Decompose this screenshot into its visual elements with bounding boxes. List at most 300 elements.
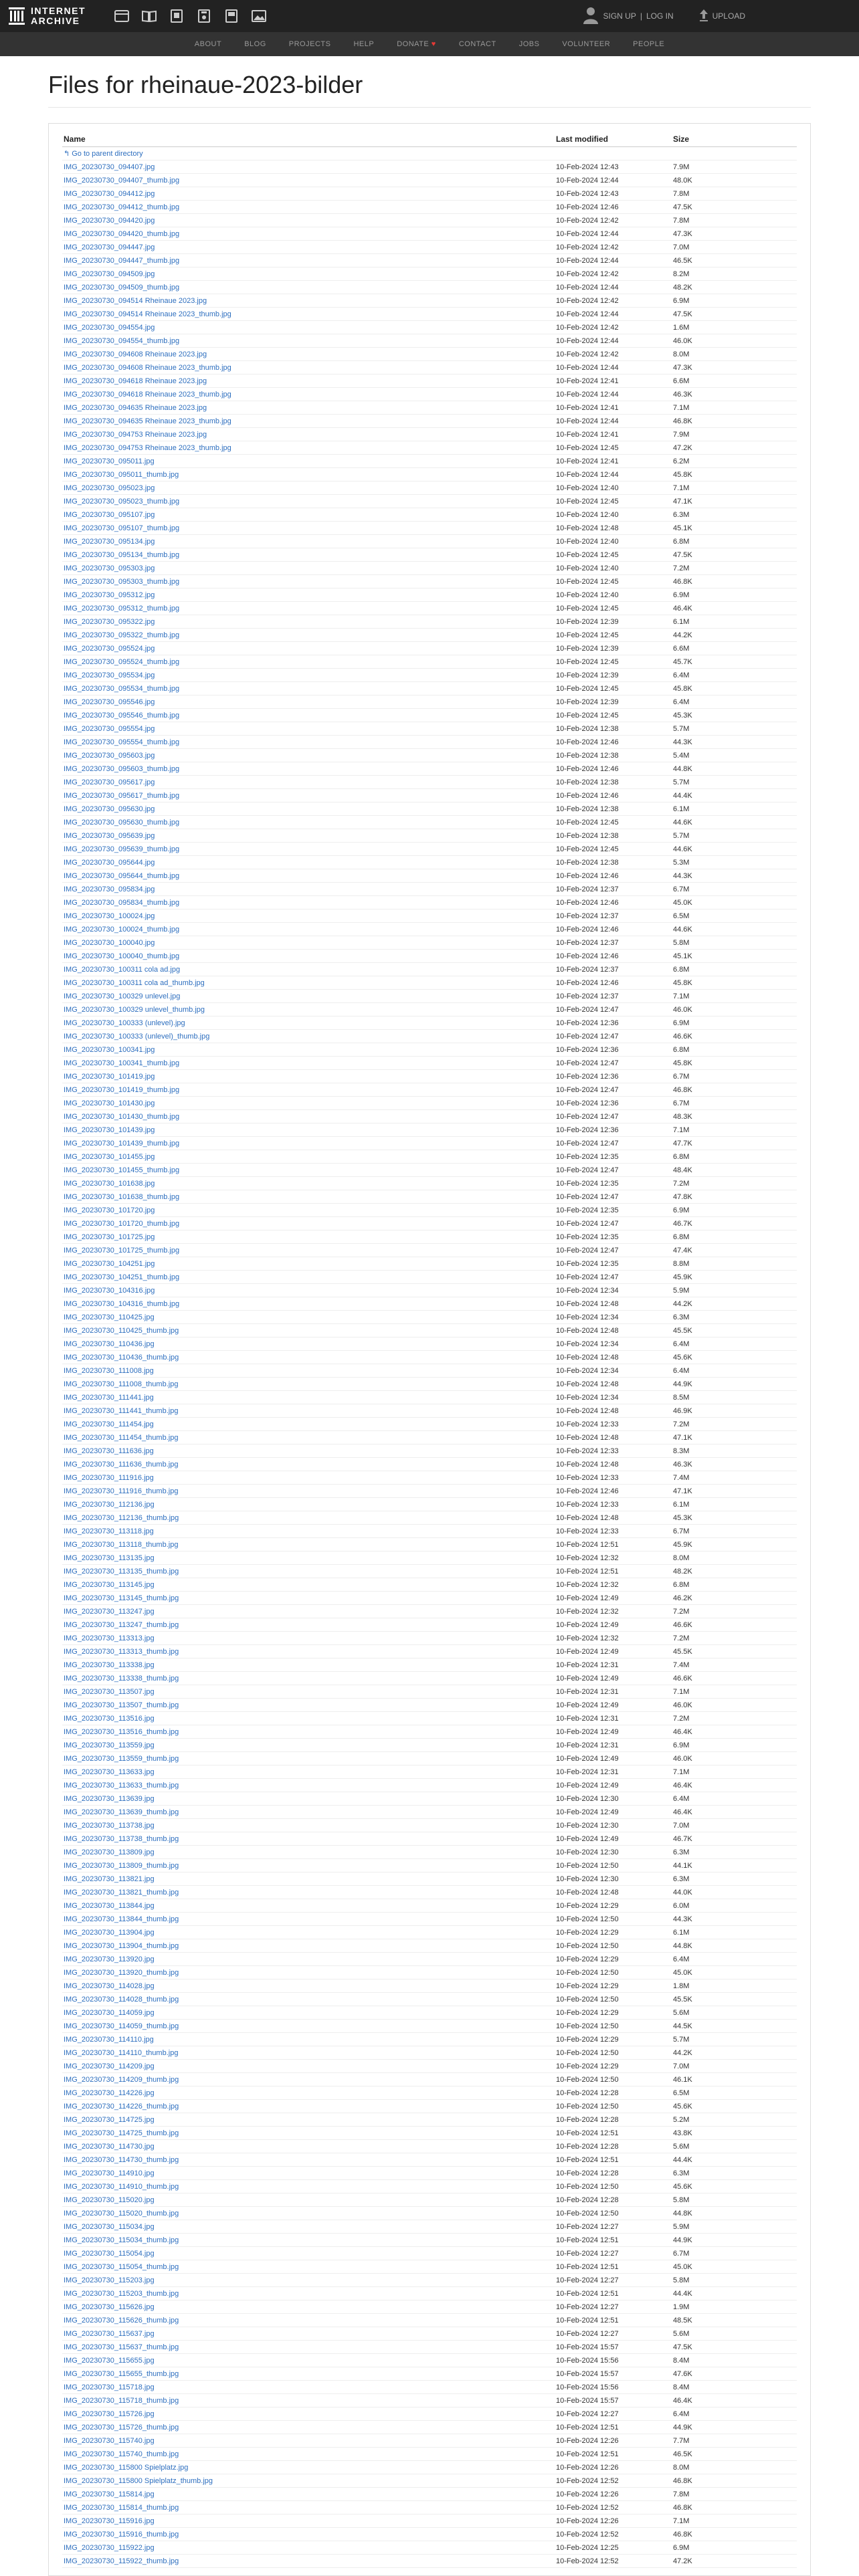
file-name-cell (62, 578, 556, 586)
file-name-cell (62, 2317, 556, 2325)
file-link[interactable]: IMG_20230730_095134_thumb.jpg (64, 550, 180, 559)
file-link[interactable]: IMG_20230730_111636.jpg (64, 1446, 154, 1455)
file-size-cell: 5.4M (673, 751, 690, 760)
file-link[interactable]: IMG_20230730_111636_thumb.jpg (64, 1460, 179, 1469)
table-row (62, 1418, 797, 1431)
file-link[interactable]: IMG_20230730_101725.jpg (64, 1232, 155, 1241)
file-link[interactable]: IMG_20230730_095312_thumb.jpg (64, 604, 180, 613)
file-link[interactable]: IMG_20230730_114725_thumb.jpg (64, 2129, 179, 2137)
file-link[interactable]: IMG_20230730_115626.jpg (64, 2302, 155, 2311)
last-modified-cell: 10-Feb-2024 12:42 (556, 216, 619, 225)
file-link[interactable]: IMG_20230730_115655_thumb.jpg (64, 2369, 179, 2378)
file-link[interactable]: IMG_20230730_101455_thumb.jpg (64, 1166, 180, 1174)
file-link[interactable]: IMG_20230730_095534_thumb.jpg (64, 684, 180, 693)
file-link[interactable]: IMG_20230730_114110.jpg (64, 2035, 154, 2044)
file-link[interactable]: IMG_20230730_095546_thumb.jpg (64, 711, 180, 720)
file-link[interactable]: IMG_20230730_095322_thumb.jpg (64, 631, 180, 639)
nav-blog[interactable]: BLOG (244, 40, 266, 48)
user-avatar-icon[interactable] (583, 6, 599, 27)
table-row (62, 642, 797, 655)
file-name-cell (62, 1300, 556, 1308)
last-modified-cell: 10-Feb-2024 12:43 (556, 163, 619, 171)
file-link[interactable]: IMG_20230730_115637.jpg (64, 2329, 155, 2338)
file-name-cell (62, 1367, 556, 1375)
header-name[interactable]: Name (64, 134, 86, 144)
table-row (62, 1525, 797, 1538)
file-link[interactable]: IMG_20230730_114730_thumb.jpg (64, 2155, 179, 2164)
file-link[interactable]: IMG_20230730_094420_thumb.jpg (64, 229, 180, 238)
file-link[interactable]: IMG_20230730_115637_thumb.jpg (64, 2343, 179, 2351)
file-link[interactable]: IMG_20230730_115020.jpg (64, 2195, 155, 2204)
file-link[interactable]: IMG_20230730_115718.jpg (64, 2383, 155, 2391)
file-link[interactable]: IMG_20230730_095524_thumb.jpg (64, 657, 180, 666)
file-link[interactable]: IMG_20230730_115740.jpg (64, 2436, 155, 2445)
file-link[interactable]: IMG_20230730_113247.jpg (64, 1607, 155, 1616)
nav-people[interactable]: PEOPLE (633, 40, 665, 48)
file-link[interactable]: IMG_20230730_112136_thumb.jpg (64, 1513, 179, 1522)
last-modified-cell: 10-Feb-2024 12:31 (556, 1714, 619, 1723)
table-row (62, 1792, 797, 1806)
table-row (62, 1257, 797, 1271)
file-link[interactable]: IMG_20230730_104316_thumb.jpg (64, 1299, 180, 1308)
table-row (62, 2367, 797, 2381)
file-size-cell: 6.8M (673, 1580, 690, 1589)
last-modified-cell: 10-Feb-2024 12:49 (556, 1620, 619, 1629)
top-navigation-bar (0, 0, 859, 32)
file-link[interactable]: IMG_20230730_115922.jpg (64, 2543, 155, 2552)
file-link[interactable]: IMG_20230730_100024.jpg (64, 911, 155, 920)
file-link[interactable]: IMG_20230730_113118_thumb.jpg (64, 1540, 179, 1549)
file-name-cell (62, 1380, 556, 1388)
file-name-cell (62, 1889, 556, 1897)
file-link[interactable]: IMG_20230730_113118.jpg (64, 1527, 154, 1535)
file-link[interactable]: IMG_20230730_094608 Rheinaue 2023.jpg (64, 350, 207, 358)
file-link[interactable]: IMG_20230730_110425_thumb.jpg (64, 1326, 179, 1335)
file-link[interactable]: IMG_20230730_113633_thumb.jpg (64, 1781, 179, 1790)
file-link[interactable]: IMG_20230730_094420.jpg (64, 216, 155, 225)
file-name-cell (62, 2276, 556, 2284)
nav-help[interactable]: HELP (353, 40, 375, 48)
file-link[interactable]: IMG_20230730_115814.jpg (64, 2490, 155, 2498)
file-link[interactable]: IMG_20230730_113821.jpg (64, 1874, 155, 1883)
file-link[interactable]: IMG_20230730_113313.jpg (64, 1634, 155, 1642)
file-name-cell (62, 899, 556, 907)
file-link[interactable]: IMG_20230730_094412_thumb.jpg (64, 203, 180, 211)
file-link[interactable]: IMG_20230730_095834_thumb.jpg (64, 898, 180, 907)
file-link[interactable]: IMG_20230730_095630.jpg (64, 804, 155, 813)
file-link[interactable]: IMG_20230730_114910.jpg (64, 2169, 155, 2177)
file-link[interactable]: IMG_20230730_095603.jpg (64, 751, 155, 760)
file-link[interactable]: IMG_20230730_101455.jpg (64, 1152, 155, 1161)
heart-icon: ♥ (431, 40, 436, 48)
file-link[interactable]: IMG_20230730_115020_thumb.jpg (64, 2209, 179, 2218)
file-link[interactable]: IMG_20230730_094407.jpg (64, 163, 155, 171)
file-link[interactable]: IMG_20230730_110425.jpg (64, 1313, 155, 1321)
file-link[interactable]: IMG_20230730_101638_thumb.jpg (64, 1192, 180, 1201)
table-row (62, 2541, 797, 2555)
nav-volunteer[interactable]: VOLUNTEER (562, 40, 611, 48)
file-name-cell (62, 1247, 556, 1255)
file-name-cell (62, 1474, 556, 1482)
file-link[interactable]: IMG_20230730_113135.jpg (64, 1553, 155, 1562)
file-link[interactable]: IMG_20230730_113559.jpg (64, 1741, 155, 1749)
file-size-cell: 6.7M (673, 1527, 690, 1535)
file-name-cell (62, 725, 556, 733)
table-row (62, 214, 797, 227)
file-link[interactable]: IMG_20230730_101725_thumb.jpg (64, 1246, 180, 1255)
file-link[interactable]: IMG_20230730_104316.jpg (64, 1286, 155, 1295)
file-link[interactable]: IMG_20230730_101439_thumb.jpg (64, 1139, 180, 1148)
file-link[interactable]: IMG_20230730_115800 Spielplatz_thumb.jpg (64, 2476, 213, 2485)
file-link[interactable]: IMG_20230730_115718_thumb.jpg (64, 2396, 179, 2405)
file-size-cell: 1.6M (673, 323, 690, 332)
file-name-cell (62, 203, 556, 211)
file-link[interactable]: IMG_20230730_111008_thumb.jpg (64, 1380, 179, 1388)
file-link[interactable]: IMG_20230730_113516.jpg (64, 1714, 155, 1723)
table-row (62, 1190, 797, 1204)
file-link[interactable]: IMG_20230730_113639.jpg (64, 1794, 155, 1803)
file-size-cell: 6.3M (673, 2169, 690, 2177)
file-link[interactable]: IMG_20230730_114209_thumb.jpg (64, 2075, 179, 2084)
file-link[interactable]: IMG_20230730_095554.jpg (64, 724, 155, 733)
file-link[interactable]: IMG_20230730_100311 cola ad_thumb.jpg (64, 978, 205, 987)
file-name-cell (62, 1835, 556, 1843)
file-link[interactable]: IMG_20230730_095546.jpg (64, 697, 155, 706)
file-link[interactable]: IMG_20230730_095554_thumb.jpg (64, 738, 180, 746)
video-icon[interactable] (167, 7, 186, 25)
table-row (62, 776, 797, 789)
texts-icon[interactable] (140, 7, 159, 25)
file-link[interactable]: IMG_20230730_111454.jpg (64, 1420, 154, 1428)
file-name-cell (62, 391, 556, 399)
file-link[interactable]: IMG_20230730_113559_thumb.jpg (64, 1754, 179, 1763)
table-row (62, 1886, 797, 1899)
file-link[interactable]: IMG_20230730_111441.jpg (64, 1393, 154, 1402)
table-row (62, 1592, 797, 1605)
file-link[interactable]: IMG_20230730_101430_thumb.jpg (64, 1112, 180, 1121)
file-link[interactable]: IMG_20230730_104251_thumb.jpg (64, 1273, 180, 1281)
file-link[interactable]: IMG_20230730_094635 Rheinaue 2023_thumb.jpg (64, 417, 231, 425)
file-link[interactable]: IMG_20230730_094618 Rheinaue 2023.jpg (64, 377, 207, 385)
file-link[interactable]: IMG_20230730_113809.jpg (64, 1848, 155, 1856)
file-link[interactable]: IMG_20230730_095107.jpg (64, 510, 155, 519)
table-row (62, 348, 797, 361)
file-link[interactable]: IMG_20230730_115814_thumb.jpg (64, 2503, 179, 2512)
file-link[interactable]: IMG_20230730_111916_thumb.jpg (64, 1487, 179, 1495)
file-link[interactable]: IMG_20230730_114059_thumb.jpg (64, 2022, 179, 2030)
file-name-cell (62, 2464, 556, 2472)
file-link[interactable]: IMG_20230730_095011_thumb.jpg (64, 470, 179, 479)
upload-icon[interactable] (699, 9, 708, 24)
file-link[interactable]: IMG_20230730_113507_thumb.jpg (64, 1701, 179, 1709)
file-name-cell (62, 2049, 556, 2057)
file-link[interactable]: IMG_20230730_115054.jpg (64, 2249, 155, 2258)
file-link[interactable]: IMG_20230730_101419.jpg (64, 1072, 155, 1081)
file-link[interactable]: IMG_20230730_115800 Spielplatz.jpg (64, 2463, 189, 2472)
file-link[interactable]: IMG_20230730_115726_thumb.jpg (64, 2423, 179, 2432)
file-link[interactable]: IMG_20230730_115034_thumb.jpg (64, 2236, 179, 2244)
file-link[interactable]: IMG_20230730_114059.jpg (64, 2008, 155, 2017)
file-size-cell: 6.1M (673, 617, 690, 626)
file-link[interactable]: IMG_20230730_094753 Rheinaue 2023.jpg (64, 430, 207, 439)
table-row (62, 2381, 797, 2394)
file-link[interactable]: IMG_20230730_095617.jpg (64, 778, 155, 786)
file-link[interactable]: IMG_20230730_113135_thumb.jpg (64, 1567, 179, 1576)
file-name-cell (62, 484, 556, 492)
file-link[interactable]: IMG_20230730_094635 Rheinaue 2023.jpg (64, 403, 207, 412)
file-link[interactable]: IMG_20230730_115922_thumb.jpg (64, 2557, 179, 2565)
file-link[interactable]: IMG_20230730_113145_thumb.jpg (64, 1594, 179, 1602)
file-link[interactable]: IMG_20230730_095644.jpg (64, 858, 155, 867)
file-link[interactable]: IMG_20230730_095644_thumb.jpg (64, 871, 180, 880)
file-link[interactable]: IMG_20230730_115626_thumb.jpg (64, 2316, 179, 2325)
file-link[interactable]: IMG_20230730_095134.jpg (64, 537, 155, 546)
file-link[interactable]: IMG_20230730_113920_thumb.jpg (64, 1968, 179, 1977)
file-link[interactable]: IMG_20230730_114910_thumb.jpg (64, 2182, 179, 2191)
file-link[interactable]: IMG_20230730_095011.jpg (64, 457, 155, 465)
file-link[interactable]: IMG_20230730_095023_thumb.jpg (64, 497, 180, 506)
table-row (62, 1204, 797, 1217)
file-link[interactable]: IMG_20230730_095639.jpg (64, 831, 155, 840)
nav-donate[interactable] (397, 40, 436, 48)
header-last-modified[interactable]: Last modified (556, 134, 609, 144)
last-modified-cell: 10-Feb-2024 12:51 (556, 2262, 619, 2271)
file-link[interactable]: IMG_20230730_094514 Rheinaue 2023.jpg (64, 296, 207, 305)
file-link[interactable]: IMG_20230730_101439.jpg (64, 1125, 155, 1134)
file-link[interactable]: IMG_20230730_095303.jpg (64, 564, 155, 572)
last-modified-cell: 10-Feb-2024 12:33 (556, 1500, 619, 1509)
file-link[interactable]: IMG_20230730_115726.jpg (64, 2409, 155, 2418)
file-link[interactable]: IMG_20230730_094412.jpg (64, 189, 155, 198)
file-name-cell (62, 417, 556, 425)
parent-directory-link[interactable]: Go to parent directory (72, 150, 143, 158)
table-row (62, 2153, 797, 2167)
internet-archive-logo[interactable] (7, 5, 104, 27)
file-link[interactable]: IMG_20230730_094509.jpg (64, 270, 155, 278)
table-row (62, 254, 797, 267)
file-link[interactable]: IMG_20230730_095303_thumb.jpg (64, 577, 180, 586)
file-link[interactable]: IMG_20230730_111008.jpg (64, 1366, 154, 1375)
file-link[interactable]: IMG_20230730_100040.jpg (64, 938, 155, 947)
file-link[interactable]: IMG_20230730_100341_thumb.jpg (64, 1059, 180, 1067)
file-size-cell: 7.2M (673, 564, 690, 572)
file-link[interactable]: IMG_20230730_094447.jpg (64, 243, 155, 251)
file-link[interactable]: IMG_20230730_101720.jpg (64, 1206, 155, 1214)
table-row (62, 334, 797, 348)
file-link[interactable]: IMG_20230730_101419_thumb.jpg (64, 1085, 180, 1094)
file-link[interactable]: IMG_20230730_095107_thumb.jpg (64, 524, 180, 532)
last-modified-cell: 10-Feb-2024 12:27 (556, 2302, 619, 2311)
file-link[interactable]: IMG_20230730_100329 unlevel.jpg (64, 992, 181, 1000)
file-name-cell (62, 658, 556, 666)
file-link[interactable]: IMG_20230730_113844.jpg (64, 1901, 155, 1910)
file-link[interactable]: IMG_20230730_114730.jpg (64, 2142, 155, 2151)
file-link[interactable]: IMG_20230730_095617_thumb.jpg (64, 791, 180, 800)
file-link[interactable]: IMG_20230730_115740_thumb.jpg (64, 2450, 179, 2458)
file-link[interactable]: IMG_20230730_095639_thumb.jpg (64, 845, 180, 853)
file-link[interactable]: IMG_20230730_100311 cola ad.jpg (64, 965, 181, 974)
file-link[interactable]: IMG_20230730_094447_thumb.jpg (64, 256, 180, 265)
file-size-cell: 5.6M (673, 2329, 690, 2338)
file-link[interactable]: IMG_20230730_100333 (unlevel)_thumb.jpg (64, 1032, 210, 1041)
file-link[interactable]: IMG_20230730_113738.jpg (64, 1821, 155, 1830)
file-link[interactable]: IMG_20230730_094514 Rheinaue 2023_thumb.jpg (64, 310, 231, 318)
file-link[interactable]: IMG_20230730_115916.jpg (64, 2516, 155, 2525)
file-link[interactable]: IMG_20230730_111441_thumb.jpg (64, 1406, 179, 1415)
file-link[interactable]: IMG_20230730_113844_thumb.jpg (64, 1915, 179, 1923)
file-link[interactable]: IMG_20230730_114028_thumb.jpg (64, 1995, 179, 2004)
last-modified-cell: 10-Feb-2024 12:50 (556, 2102, 619, 2111)
file-link[interactable]: IMG_20230730_113145.jpg (64, 1580, 155, 1589)
file-link[interactable]: IMG_20230730_095834.jpg (64, 885, 155, 893)
login-link[interactable]: LOG IN (646, 11, 674, 21)
file-link[interactable]: IMG_20230730_111454_thumb.jpg (64, 1433, 179, 1442)
file-link[interactable]: IMG_20230730_095524.jpg (64, 644, 155, 653)
file-link[interactable]: IMG_20230730_114209.jpg (64, 2062, 155, 2070)
file-link[interactable]: IMG_20230730_094608 Rheinaue 2023_thumb.jpg (64, 363, 231, 372)
file-link[interactable]: IMG_20230730_113920.jpg (64, 1955, 155, 1963)
file-link[interactable]: IMG_20230730_100341.jpg (64, 1045, 155, 1054)
file-link[interactable]: IMG_20230730_100024_thumb.jpg (64, 925, 180, 934)
file-link[interactable]: IMG_20230730_115203.jpg (64, 2276, 155, 2284)
file-link[interactable]: IMG_20230730_095312.jpg (64, 591, 155, 599)
file-link[interactable]: IMG_20230730_101638.jpg (64, 1179, 155, 1188)
table-row (62, 267, 797, 281)
last-modified-cell: 10-Feb-2024 12:26 (556, 2463, 619, 2472)
file-size-cell: 6.4M (673, 1366, 690, 1375)
file-link[interactable]: IMG_20230730_111916.jpg (64, 1473, 154, 1482)
file-link[interactable]: IMG_20230730_115916_thumb.jpg (64, 2530, 179, 2539)
file-name-cell (62, 685, 556, 693)
file-link[interactable]: IMG_20230730_100333 (unlevel).jpg (64, 1018, 185, 1027)
last-modified-cell: 10-Feb-2024 12:36 (556, 1072, 619, 1081)
file-name-cell (62, 805, 556, 813)
file-link[interactable]: IMG_20230730_115034.jpg (64, 2222, 155, 2231)
file-link[interactable]: IMG_20230730_095534.jpg (64, 671, 155, 679)
file-link[interactable]: IMG_20230730_114028.jpg (64, 1981, 155, 1990)
file-link[interactable]: IMG_20230730_110436_thumb.jpg (64, 1353, 179, 1362)
last-modified-cell: 10-Feb-2024 12:30 (556, 1848, 619, 1856)
file-name-cell (62, 2397, 556, 2405)
file-link[interactable]: IMG_20230730_113904_thumb.jpg (64, 1941, 179, 1950)
file-link[interactable]: IMG_20230730_095630_thumb.jpg (64, 818, 180, 827)
last-modified-cell: 10-Feb-2024 12:35 (556, 1259, 619, 1268)
last-modified-cell: 10-Feb-2024 12:42 (556, 296, 619, 305)
file-link[interactable]: IMG_20230730_104251.jpg (64, 1259, 155, 1268)
file-link[interactable]: IMG_20230730_113809_thumb.jpg (64, 1861, 179, 1870)
file-size-cell: 44.8K (673, 2209, 692, 2218)
table-row (62, 2501, 797, 2514)
file-link[interactable]: IMG_20230730_113516_thumb.jpg (64, 1727, 179, 1736)
file-link[interactable]: IMG_20230730_101720_thumb.jpg (64, 1219, 180, 1228)
file-link[interactable]: IMG_20230730_115054_thumb.jpg (64, 2262, 179, 2271)
file-link[interactable]: IMG_20230730_113507.jpg (64, 1687, 155, 1696)
last-modified-cell: 10-Feb-2024 12:28 (556, 2115, 619, 2124)
file-link[interactable]: IMG_20230730_114725.jpg (64, 2115, 155, 2124)
file-name-cell (62, 1073, 556, 1081)
file-link[interactable]: IMG_20230730_094753 Rheinaue 2023_thumb.jpg (64, 443, 231, 452)
file-link[interactable]: IMG_20230730_113738_thumb.jpg (64, 1834, 179, 1843)
header-size[interactable]: Size (673, 134, 690, 144)
last-modified-cell: 10-Feb-2024 12:46 (556, 952, 619, 960)
file-name-cell (62, 350, 556, 358)
nav-jobs[interactable]: JOBS (518, 40, 540, 48)
file-size-cell: 5.9M (673, 2222, 690, 2231)
file-size-cell: 47.2K (673, 2557, 692, 2565)
file-link[interactable]: IMG_20230730_094554.jpg (64, 323, 155, 332)
file-name-cell (62, 2116, 556, 2124)
file-link[interactable]: IMG_20230730_094554_thumb.jpg (64, 336, 180, 345)
table-row (62, 1712, 797, 1725)
last-modified-cell: 10-Feb-2024 12:52 (556, 2530, 619, 2539)
table-row (62, 762, 797, 776)
file-link[interactable]: IMG_20230730_113247_thumb.jpg (64, 1620, 179, 1629)
last-modified-cell: 10-Feb-2024 12:39 (556, 617, 619, 626)
last-modified-cell: 10-Feb-2024 12:50 (556, 2209, 619, 2218)
file-link[interactable]: IMG_20230730_113639_thumb.jpg (64, 1808, 179, 1816)
table-row (62, 2193, 797, 2207)
file-link[interactable]: IMG_20230730_094618 Rheinaue 2023_thumb.jpg (64, 390, 231, 399)
file-link[interactable]: IMG_20230730_100329 unlevel_thumb.jpg (64, 1005, 205, 1014)
file-link[interactable]: IMG_20230730_115203_thumb.jpg (64, 2289, 179, 2298)
file-link[interactable]: IMG_20230730_095023.jpg (64, 484, 155, 492)
file-size-cell: 5.9M (673, 1286, 690, 1295)
last-modified-cell: 10-Feb-2024 12:42 (556, 323, 619, 332)
table-row (62, 2488, 797, 2501)
file-name-cell (62, 1113, 556, 1121)
web-icon[interactable] (112, 7, 131, 25)
file-link[interactable]: IMG_20230730_095322.jpg (64, 617, 155, 626)
file-link[interactable]: IMG_20230730_114110_thumb.jpg (64, 2048, 179, 2057)
last-modified-cell: 10-Feb-2024 15:57 (556, 2369, 619, 2378)
file-link[interactable]: IMG_20230730_100040_thumb.jpg (64, 952, 180, 960)
file-link[interactable]: IMG_20230730_094407_thumb.jpg (64, 176, 180, 185)
last-modified-cell: 10-Feb-2024 12:43 (556, 189, 619, 198)
file-size-cell: 7.1M (673, 484, 690, 492)
file-link[interactable]: IMG_20230730_113338.jpg (64, 1660, 155, 1669)
file-name-cell (62, 1715, 556, 1723)
nav-contact[interactable]: CONTACT (458, 40, 496, 48)
file-name-cell (62, 1661, 556, 1669)
signup-link[interactable]: SIGN UP (603, 11, 636, 21)
file-size-cell: 44.8K (673, 1941, 692, 1950)
file-link[interactable]: IMG_20230730_115655.jpg (64, 2356, 155, 2365)
file-link[interactable]: IMG_20230730_094509_thumb.jpg (64, 283, 180, 292)
file-link[interactable]: IMG_20230730_113633.jpg (64, 1767, 155, 1776)
file-size-cell: 45.9K (673, 1540, 692, 1549)
audio-icon[interactable] (195, 7, 213, 25)
file-link[interactable]: IMG_20230730_113313_thumb.jpg (64, 1647, 179, 1656)
file-link[interactable]: IMG_20230730_113904.jpg (64, 1928, 155, 1937)
upload-link[interactable]: UPLOAD (712, 11, 745, 21)
file-link[interactable]: IMG_20230730_114226.jpg (64, 2088, 155, 2097)
file-link[interactable]: IMG_20230730_113821_thumb.jpg (64, 1888, 179, 1897)
images-icon[interactable] (250, 7, 268, 25)
nav-projects[interactable]: PROJECTS (288, 40, 331, 48)
last-modified-cell: 10-Feb-2024 12:47 (556, 1139, 619, 1148)
file-name-cell (62, 2129, 556, 2137)
software-icon[interactable] (222, 7, 241, 25)
nav-about[interactable]: ABOUT (194, 40, 222, 48)
file-link[interactable]: IMG_20230730_114226_thumb.jpg (64, 2102, 179, 2111)
file-link[interactable]: IMG_20230730_110436.jpg (64, 1339, 155, 1348)
file-link[interactable]: IMG_20230730_095603_thumb.jpg (64, 764, 180, 773)
file-link[interactable]: IMG_20230730_101430.jpg (64, 1099, 155, 1107)
last-modified-cell: 10-Feb-2024 12:35 (556, 1179, 619, 1188)
file-link[interactable]: IMG_20230730_113338_thumb.jpg (64, 1674, 179, 1683)
file-link[interactable]: IMG_20230730_112136.jpg (64, 1500, 155, 1509)
table-row (62, 1926, 797, 1939)
